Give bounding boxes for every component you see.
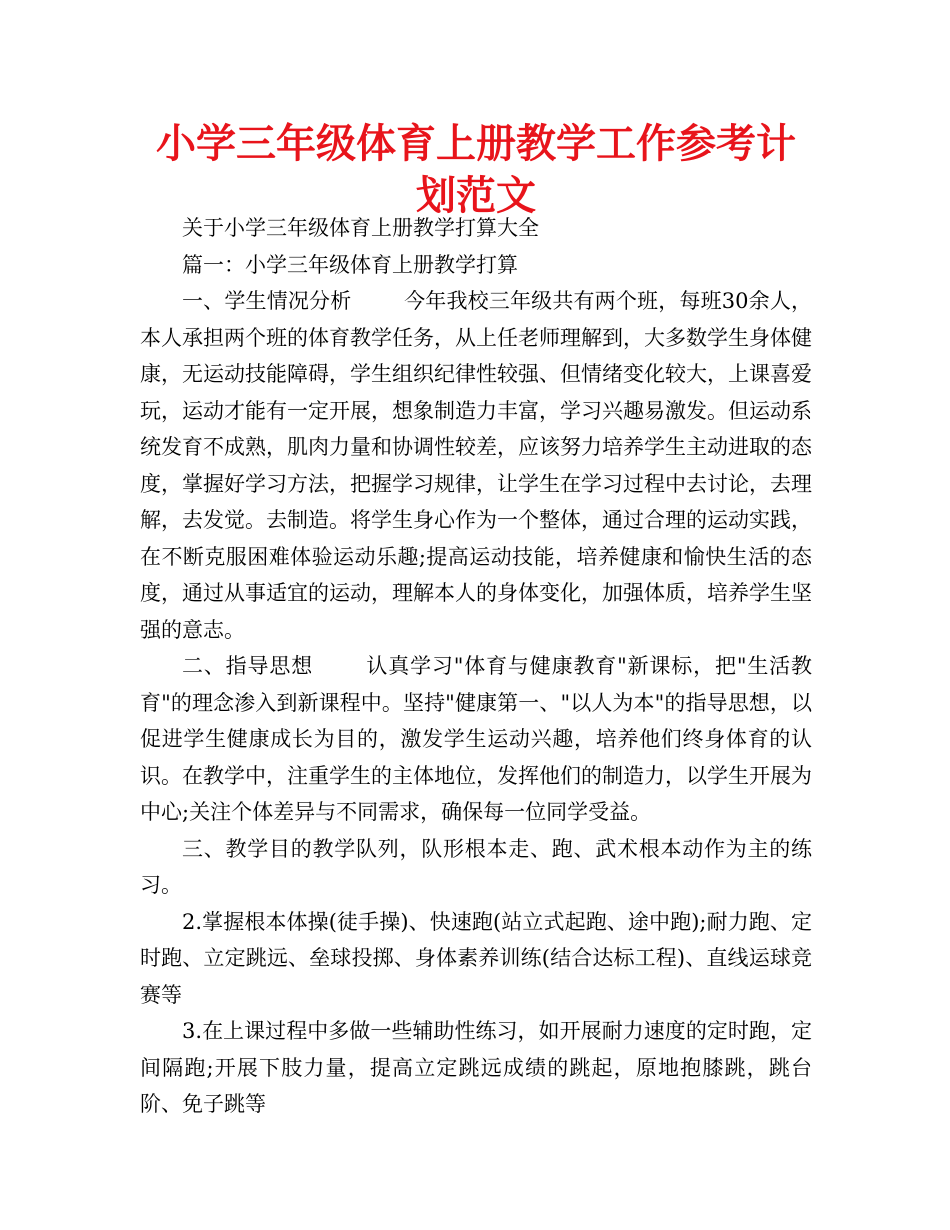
paragraph-item-3 [140,1013,812,1123]
section-heading: 二、指导思想 [182,654,314,678]
section-heading: 一、学生情况分析 [182,289,352,313]
document-body [140,210,812,1123]
paragraph-guiding-thought [140,648,812,831]
paragraph-section-title [140,247,812,284]
paragraph-student-analysis [140,283,812,648]
paragraph-text: 今年我校三年级共有两个班，每班30余人，本人承担两个班的体育教学任务，从上任老师理解到，大多数学生身体健康，无运动技能障碍，学生组织纪律性较强、但情绪变化较大，上课喜爱玩，运动才能有一定开展，想象制造力丰富，学习兴趣易激发。但运动系统发育不成熟，肌肉力量和协调性较差，应该努力培养学生主动进取的态度，掌握好学习方法，把握学习规律，让学生在学习过程中去讨论，去理解，去发觉。去制造。将学生身心作为一个整体，通过合理的运动实践，在不断克服困难体验运动乐趣;提高运动技能，培养健康和愉快生活的态度，通过从事适宜的运动，理解本人的身体变化，加强体质，培养学生坚强的意志。 [140,289,812,642]
document-title: 小学三年级体育上册教学工作参考计划范文 [156,121,796,219]
paragraph-item-2 [140,904,812,1014]
paragraph-text: 3.在上课过程中多做一些辅助性练习，如开展耐力速度的定时跑，定间隔跑;开展下肢力量，提高立定跳远成绩的跳起，原地抱膝跳，跳台阶、免子跳等 [140,1019,812,1116]
paragraph-text: 篇一：小学三年级体育上册教学打算 [182,252,518,277]
paragraph-teaching-goals [140,831,812,904]
paragraph-text: 关于小学三年级体育上册教学打算大全 [182,216,539,240]
paragraph-text: 认真学习"体育与健康教育"新课标，把"生活教育"的理念渗入到新课程中。坚持"健康第一、"以人为本"的指导思想，以促进学生健康成长为目的，激发学生运动兴趣，培养他们终身体育的认识。在教学中，注重学生的主体地位，发挥他们的制造力，以学生开展为中心;关注个体差异与不同需求，确保每一位同学受益。 [140,654,812,824]
paragraph-text: 2.掌握根本体操(徒手操)、快速跑(站立式起跑、途中跑);耐力跑、定时跑、立定跳远、垒球投掷、身体素养训练(结合达标工程)、直线运球竞赛等 [140,909,812,1007]
paragraph-text: 三、教学目的教学队列，队形根本走、跑、武术根本动作为主的练习。 [140,836,812,897]
paragraph-intro [140,210,812,247]
